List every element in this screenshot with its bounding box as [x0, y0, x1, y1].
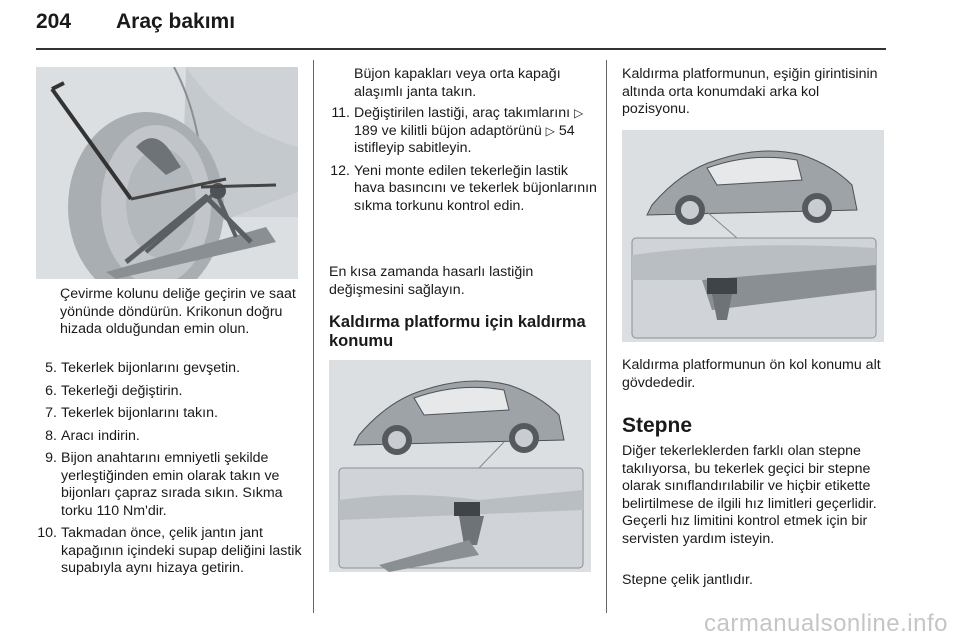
step-text: Tekerleği değiştirin. [61, 382, 183, 399]
step-text: Değiştirilen lastiği, araç takımlarını [354, 105, 574, 121]
jack-figure [36, 67, 298, 279]
step-text: Takmadan önce, çelik jantın jant kapağının içindeki supap deliğini lastik supabıyla aynı hizaya getirin. [61, 525, 302, 576]
header-rule [36, 48, 886, 50]
triangle-right-icon: ▷ [545, 123, 555, 138]
steps-list-continued [329, 105, 597, 220]
continued-text: Büjon kapakları veya orta kapağı alaşımlı janta takın. [354, 66, 561, 100]
lift-rear-figure [329, 360, 591, 572]
page-reference[interactable]: 54 [558, 122, 575, 139]
step-number: 9. [45, 450, 57, 466]
page-reference[interactable]: 189 [354, 122, 378, 139]
step-number: 5. [45, 360, 57, 376]
body-text: Kaldırma platformunun, eşiğin girintisinin altında orta konumdaki arka kol pozisyonu. [622, 66, 878, 117]
steps-list [36, 360, 308, 583]
list-item [36, 525, 308, 578]
body-text: Stepne çelik jantlıdır. [622, 572, 753, 588]
step-text: Tekerlek bijonlarını takın. [61, 405, 218, 421]
body-text: Kaldırma platformunun ön kol konumu alt gövdededir. [622, 357, 881, 391]
step-text: ve kilitli büjon adaptörünü [377, 122, 546, 139]
lift-front-figure [622, 130, 884, 342]
step-text: Aracı indirin. [61, 427, 140, 444]
page-header [36, 10, 886, 50]
section-title: Araç bakımı [116, 10, 236, 33]
car-lift-illustration [622, 130, 884, 342]
triangle-right-icon: ▷ [573, 106, 584, 120]
list-item [36, 450, 308, 520]
step-number: 10. [37, 525, 57, 541]
page-number: 204 [36, 10, 72, 33]
list-item [36, 360, 308, 378]
list-item [36, 428, 308, 446]
step-number: 8. [45, 427, 57, 444]
step-number: 11. [331, 105, 350, 121]
list-item [36, 383, 308, 401]
instruction-text: Çevirme kolunu deliğe geçirin ve saat yönünde döndürün. Krikonun doğru hizada olduğundan emin olun. [60, 286, 296, 337]
column-divider [606, 60, 607, 613]
jack-illustration [36, 67, 298, 279]
step-text: Yeni monte edilen tekerleğin lastik hava basıncını ve tekerlek büjonlarının sıkma torkunu kontrol edin. [354, 162, 597, 214]
step-text: istifleyip sabitleyin. [354, 140, 472, 156]
step-number: 6. [45, 382, 57, 399]
watermark: carmanualsonline.info [704, 610, 948, 637]
step-text: Bijon anahtarını emniyetli şekilde yerleştiğinden emin olarak takın ve bijonları çapraz sırada sıkın. Sıkma torku 110 Nm'dir. [61, 450, 283, 519]
section-heading: Stepne [622, 414, 693, 437]
step-number: 12. [330, 162, 350, 179]
list-item [329, 163, 597, 216]
list-item [36, 405, 308, 423]
car-lift-illustration [329, 360, 591, 572]
step-text: Tekerlek bijonlarını gevşetin. [61, 360, 241, 376]
column-divider [313, 60, 314, 613]
body-text: Diğer tekerleklerden farklı olan stepne takılıyorsa, bu tekerlek geçici bir stepne olarak sınıflandırılabilir ve hiçbir etikette belirtilmese de ilgili hız limitleri geçerlidir. Geçerli hız limitini kontrol etmek için bir servisten yardım isteyin. [622, 443, 877, 547]
step-number: 7. [45, 405, 57, 421]
subsection-heading: Kaldırma platformu için kaldırma konumu [329, 313, 586, 350]
list-item [329, 105, 597, 158]
body-text: En kısa zamanda hasarlı lastiğin değişmesini sağlayın. [329, 264, 534, 298]
